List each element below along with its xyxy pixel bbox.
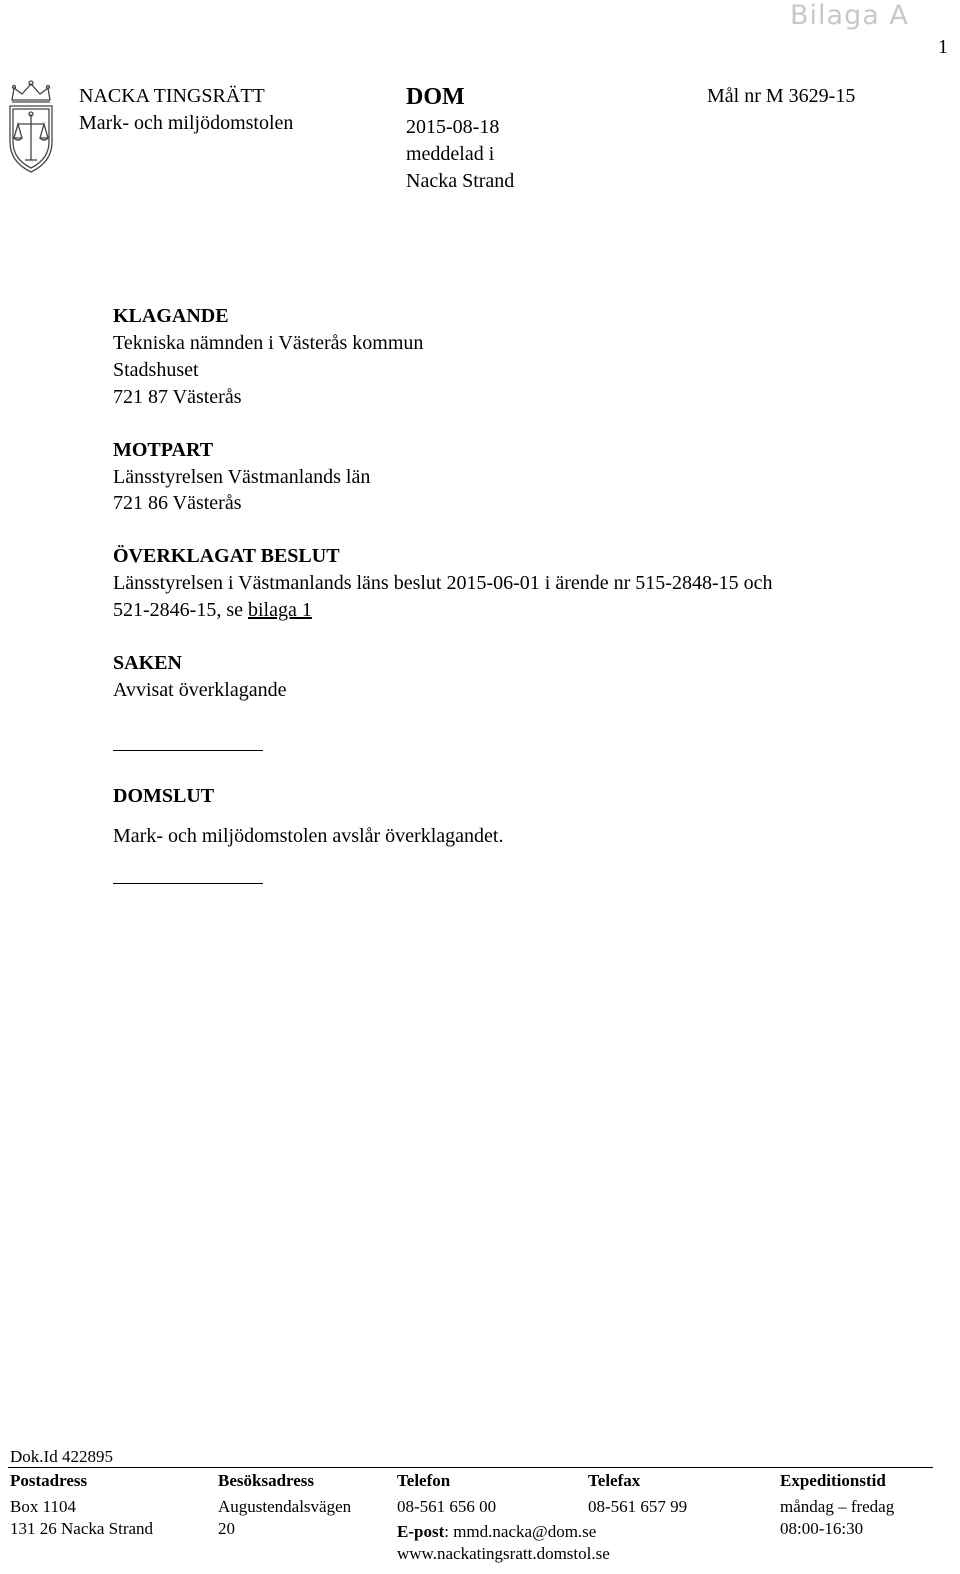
footer-divider: [8, 1467, 933, 1468]
bilaga-stamp: Bilaga A: [790, 0, 909, 31]
footer-value: 08-561 656 00: [397, 1497, 497, 1516]
footer-header: Postadress: [10, 1471, 88, 1490]
divider: [113, 883, 263, 884]
klagande-line: Stadshuset: [113, 359, 199, 381]
motpart-line: 721 86 Västerås: [113, 492, 242, 514]
document-type: DOM: [406, 84, 465, 110]
case-number: Mål nr M 3629-15: [707, 85, 856, 107]
footer-besoksadress: [218, 1470, 351, 1540]
email-address: : mmd.nacka@dom.se: [444, 1522, 597, 1541]
divider: [113, 750, 263, 751]
footer-value: 08:00-16:30: [780, 1519, 864, 1538]
footer-telefax: [588, 1470, 687, 1518]
footer-postadress: [10, 1470, 153, 1540]
footer-expeditionstid: [780, 1470, 894, 1540]
footer-header: Telefax: [588, 1471, 641, 1490]
footer-value: 131 26 Nacka Strand: [10, 1519, 154, 1538]
domslut-heading: DOMSLUT: [113, 785, 215, 807]
overklagat-text-line2: [113, 597, 312, 624]
saken-heading: SAKEN: [113, 652, 182, 674]
footer-value: Box 1104: [10, 1497, 76, 1516]
court-name: NACKA TINGSRÄTT: [79, 85, 265, 107]
motpart-heading: MOTPART: [113, 439, 214, 461]
document-date: 2015-08-18: [406, 116, 500, 138]
footer-telefon: [397, 1470, 610, 1565]
domslut-text: Mark- och miljödomstolen avslår överklagandet.: [113, 825, 504, 847]
saken-text: Avvisat överklagande: [113, 679, 287, 701]
footer-value: Augustendalsvägen: [218, 1497, 352, 1516]
court-coat-of-arms-icon: [4, 80, 58, 176]
motpart-line: Länsstyrelsen Västmanlands län: [113, 466, 371, 488]
page-number: 1: [938, 36, 948, 58]
issued-place: Nacka Strand: [406, 170, 515, 192]
footer-website[interactable]: www.nackatingsratt.domstol.se: [397, 1544, 610, 1563]
footer-value: måndag – fredag: [780, 1497, 895, 1516]
email-label: E-post: [397, 1522, 445, 1541]
overklagat-text-prefix: 521-2846-15, se: [113, 599, 248, 621]
dok-id: Dok.Id 422895: [10, 1447, 113, 1466]
bilaga-link[interactable]: bilaga 1: [247, 599, 312, 621]
footer-header: Expeditionstid: [780, 1471, 886, 1490]
overklagat-heading: ÖVERKLAGAT BESLUT: [113, 545, 340, 567]
issued-label: meddelad i: [406, 143, 495, 165]
footer-value: 20: [218, 1519, 235, 1538]
footer-value: 08-561 657 99: [588, 1497, 688, 1516]
footer-email[interactable]: [397, 1521, 610, 1543]
court-department: Mark- och miljödomstolen: [79, 112, 294, 134]
klagande-line: 721 87 Västerås: [113, 386, 242, 408]
overklagat-text-line1: Länsstyrelsen i Västmanlands läns beslut 2015-06-01 i ärende nr 515-2848-15 och: [113, 572, 773, 594]
footer-header: Telefon: [397, 1471, 451, 1490]
footer-header: Besöksadress: [218, 1471, 315, 1490]
klagande-line: Tekniska nämnden i Västerås kommun: [113, 332, 424, 354]
klagande-heading: KLAGANDE: [113, 305, 229, 327]
